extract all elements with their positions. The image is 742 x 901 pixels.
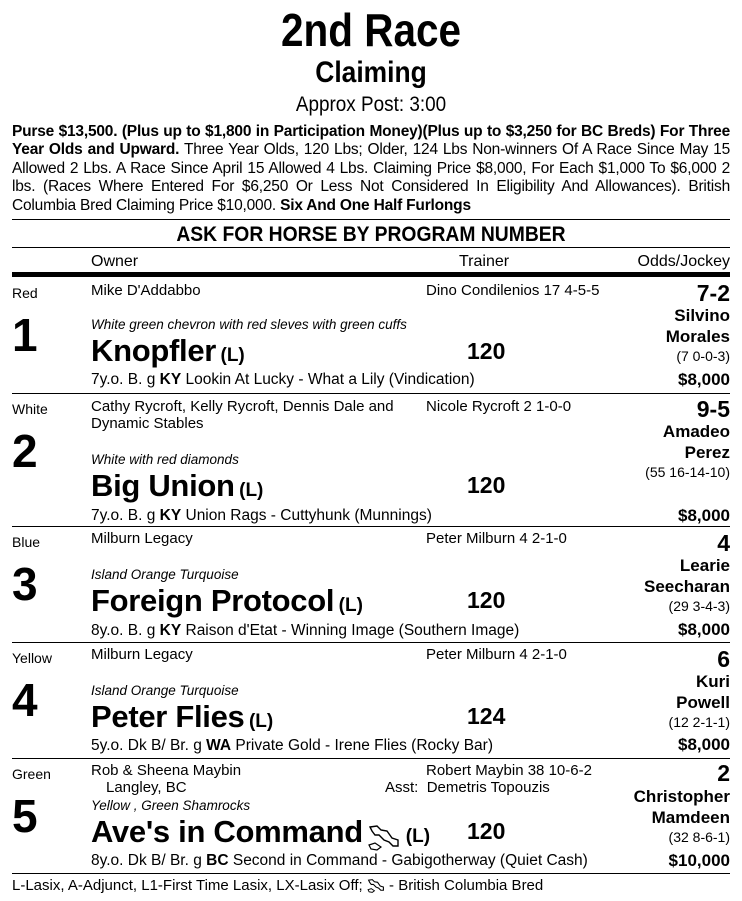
saddle-color: Green [12,766,51,782]
divider [12,642,730,643]
weight: 120 [467,818,506,844]
jockey-first: Learie [679,556,730,575]
col-owner: Owner [91,253,139,270]
saddle-color: Blue [12,534,41,550]
divider [12,873,730,874]
program-number: 4 [12,674,38,726]
divider [12,247,730,248]
jockey-last: Powell [676,693,730,712]
claiming-price: $8,000 [678,735,730,754]
jockey-stats: (32 8-6-1) [668,829,730,845]
trainer: Nicole Rycroft 2 1-0-0 [426,398,572,415]
horse-name-line [91,700,273,734]
conditions-lead: Purse $13,500. (Plus up to $1,800 in Participation Money)(Plus up to $3,250 for BC Breds) For Three Year Olds and Upward. [12,123,730,159]
silks: Island Orange Turquoise [91,683,239,698]
breeding: 8y.o. B. g KY Raison d'Etat - Winning Image (Southern Image) [91,622,520,639]
bc-bred-icon [367,878,385,894]
owner-line2: Langley, BC [106,779,187,796]
breeding: 8y.o. Dk B/ Br. g BC Second in Command - Gabigotherway (Quiet Cash) [91,852,588,869]
race-conditions [12,123,730,215]
morning-line-odds: 9-5 [696,396,730,422]
lasix-flag: (L) [338,595,363,616]
owner: Cathy Rycroft, Kelly Rycroft, Dennis Dale and [91,398,394,415]
jockey-first: Silvino [674,306,730,325]
claiming-price: $8,000 [678,506,730,525]
silks: Island Orange Turquoise [91,567,239,582]
horse-name-line [91,815,430,853]
breeding: 7y.o. B. g KY Lookin At Lucky - What a Lily (Vindication) [91,371,475,388]
bc-bred-icon [367,823,401,853]
lasix-flag: (L) [220,345,245,366]
owner: Milburn Legacy [91,646,193,663]
lasix-flag: (L) [405,826,431,847]
owner: Milburn Legacy [91,530,193,547]
claiming-price: $8,000 [678,370,730,389]
col-odds-jockey: Odds/Jockey [637,253,730,270]
jockey-last: Perez [684,443,730,462]
saddle-color: White [12,401,48,417]
owner: Rob & Sheena Maybin [91,762,242,779]
silks: White green chevron with red sleves with green cuffs [91,317,407,332]
horse-name: Knopfler [91,333,217,368]
claiming-price: $10,000 [668,851,730,870]
morning-line-odds: 2 [717,760,730,786]
weight: 120 [467,587,506,613]
divider [12,393,730,394]
horse-name-line [91,469,263,503]
conditions-body: Three Year Olds, 120 Lbs; Older, 124 Lbs Non-winners Of A Race Since May 15 Allowed 2 Lbs. A Race Since April 15 Allowed 4 Lbs. Claiming Price $8,000, For Each $1,000 To $6,000 2 lbs. (Races Where Entered For $6,250 Or Less Not Considered In Eligibility And Allowances). British Columbia Bred Claiming Price $10,000. [12,141,730,214]
jockey-stats: (12 2-1-1) [668,714,730,730]
trainer: Peter Milburn 4 2-1-0 [426,646,567,663]
race-title: 2nd Race [281,4,461,56]
jockey-last: Mamdeen [651,808,730,827]
jockey-first: Christopher [633,787,730,806]
jockey-stats: (7 0-0-3) [676,348,730,364]
breeding: 5y.o. Dk B/ Br. g WA Private Gold - Irene Flies (Rocky Bar) [91,737,493,754]
jockey-stats: (29 3-4-3) [668,598,730,614]
silks: Yellow , Green Shamrocks [91,798,251,813]
program-number: 5 [12,790,38,842]
saddle-color: Red [12,285,38,301]
morning-line-odds: 6 [717,646,730,672]
jockey-stats: (55 16-14-10) [645,464,730,480]
trainer: Robert Maybin 38 10-6-2 [426,762,592,779]
weight: 120 [467,472,506,498]
post-time: Approx Post: 3:00 [295,93,447,116]
claiming-price: $8,000 [678,620,730,639]
weight: 124 [467,703,506,729]
owner: Mike D'Addabbo [91,282,201,299]
jockey-first: Kuri [696,672,730,691]
assistant-trainer: Asst: Demetris Topouzis [385,779,550,796]
morning-line-odds: 4 [717,530,730,556]
jockey-last: Morales [665,327,730,346]
weight: 120 [467,338,506,364]
silks: White with red diamonds [91,452,239,467]
race-type: Claiming [315,56,427,89]
trainer: Peter Milburn 4 2-1-0 [426,530,567,547]
program-number: 3 [12,558,38,610]
lasix-flag: (L) [239,480,264,501]
horse-name-line [91,334,245,368]
horse-name: Foreign Protocol [91,583,335,618]
horse-name: Ave's in Command [91,814,363,849]
horse-name: Peter Flies [91,699,245,734]
ask-banner: ASK FOR HORSE BY PROGRAM NUMBER [176,223,566,246]
jockey-first: Amadeo [662,422,730,441]
header-rule [12,272,730,277]
program-number: 2 [12,425,38,477]
divider [12,219,730,220]
divider [12,758,730,759]
horse-name: Big Union [91,468,235,503]
saddle-color: Yellow [12,650,52,666]
morning-line-odds: 7-2 [696,280,730,306]
col-trainer: Trainer [459,253,510,270]
owner-line2: Dynamic Stables [91,415,204,432]
divider [12,526,730,527]
breeding: 7y.o. B. g KY Union Rags - Cuttyhunk (Munnings) [91,507,432,524]
jockey-last: Seecharan [644,577,730,596]
trainer: Dino Condilenios 17 4-5-5 [426,282,600,299]
footer-legend: L-Lasix, A-Adjunct, L1-First Time Lasix, LX-Lasix Off; - British Columbia Bred [12,877,544,894]
lasix-flag: (L) [248,711,274,732]
horse-name-line [91,584,363,618]
program-number: 1 [12,309,38,361]
conditions-distance: Six And One Half Furlongs [280,196,471,214]
